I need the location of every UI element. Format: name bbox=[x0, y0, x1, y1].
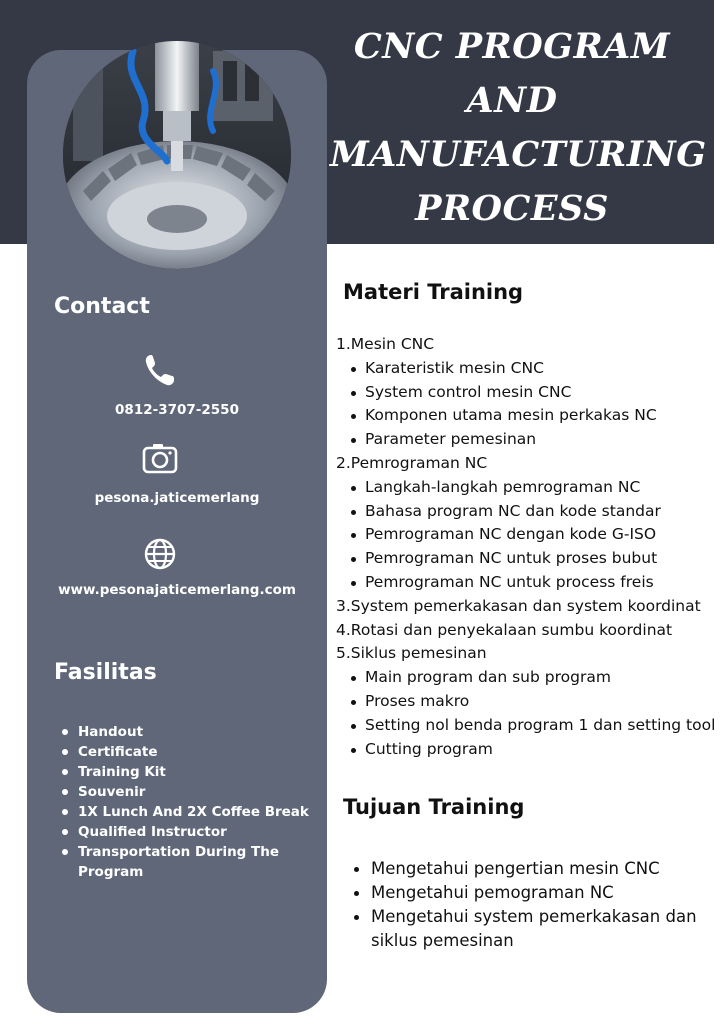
list-item: Handout bbox=[60, 722, 310, 742]
list-item: Pemrograman NC dengan kode G-ISO bbox=[336, 523, 716, 547]
cnc-machine-photo bbox=[63, 41, 291, 269]
camera-icon bbox=[138, 437, 182, 481]
list-item: Main program dan sub program bbox=[336, 666, 716, 690]
list-item: Mengetahui pemograman NC bbox=[350, 881, 710, 905]
list-item: Parameter pemesinan bbox=[336, 428, 716, 452]
list-item: Cutting program bbox=[336, 738, 716, 762]
title-line: AND bbox=[466, 80, 558, 121]
materi-list bbox=[336, 333, 716, 761]
title-line: CNC PROGRAM bbox=[353, 26, 671, 67]
list-item: Mengetahui pengertian mesin CNC bbox=[350, 857, 710, 881]
list-item: Transportation During The Program bbox=[60, 842, 310, 882]
cnc-machine-gear-photo bbox=[63, 41, 291, 269]
list-item: Mengetahui system pemerkakasan dan siklus pemesinan bbox=[350, 905, 710, 953]
title-line: PROCESS bbox=[415, 188, 609, 229]
list-item: Pemrograman NC untuk process freis bbox=[336, 571, 716, 595]
section-title: 4.Rotasi dan penyekalaan sumbu koordinat bbox=[336, 620, 673, 639]
fasilitas-heading: Fasilitas bbox=[54, 660, 157, 685]
section-title: 2.Pemrograman NC bbox=[336, 453, 488, 472]
phone-number[interactable]: 0812-3707-2550 bbox=[115, 402, 239, 418]
page-title bbox=[330, 20, 707, 236]
list-item: Setting nol benda program 1 dan setting tool bbox=[336, 714, 716, 738]
list-item: Bahasa program NC dan kode standar bbox=[336, 500, 716, 524]
tujuan-heading: Tujuan Training bbox=[343, 795, 525, 819]
list-item: Certificate bbox=[60, 742, 310, 762]
globe-icon bbox=[138, 532, 182, 576]
list-item: System control mesin CNC bbox=[336, 381, 716, 405]
title-line: MANUFACTURING bbox=[330, 134, 707, 175]
section-title: 1.Mesin CNC bbox=[336, 335, 435, 353]
fasilitas-list bbox=[60, 722, 310, 882]
list-item: Langkah-langkah pemrograman NC bbox=[336, 476, 716, 500]
list-item: Souvenir bbox=[60, 782, 310, 802]
list-item: Qualified Instructor bbox=[60, 822, 310, 842]
list-item: Karateristik mesin CNC bbox=[336, 357, 716, 381]
section-title: 5.Siklus pemesinan bbox=[336, 644, 487, 663]
list-item: Komponen utama mesin perkakas NC bbox=[336, 404, 716, 428]
website-link[interactable]: www.pesonajaticemerlang.com bbox=[58, 582, 296, 598]
instagram-handle[interactable]: pesona.jaticemerlang bbox=[94, 490, 260, 506]
list-item: Pemrograman NC untuk proses bubut bbox=[336, 547, 716, 571]
contact-heading: Contact bbox=[54, 294, 150, 319]
section-title: 3.System pemerkakasan dan system koordinat bbox=[336, 596, 701, 615]
list-item: Training Kit bbox=[60, 762, 310, 782]
tujuan-list bbox=[350, 857, 710, 953]
materi-heading: Materi Training bbox=[343, 280, 524, 304]
list-item: Proses makro bbox=[336, 690, 716, 714]
list-item: 1X Lunch And 2X Coffee Break bbox=[60, 802, 310, 822]
phone-icon bbox=[138, 349, 182, 393]
